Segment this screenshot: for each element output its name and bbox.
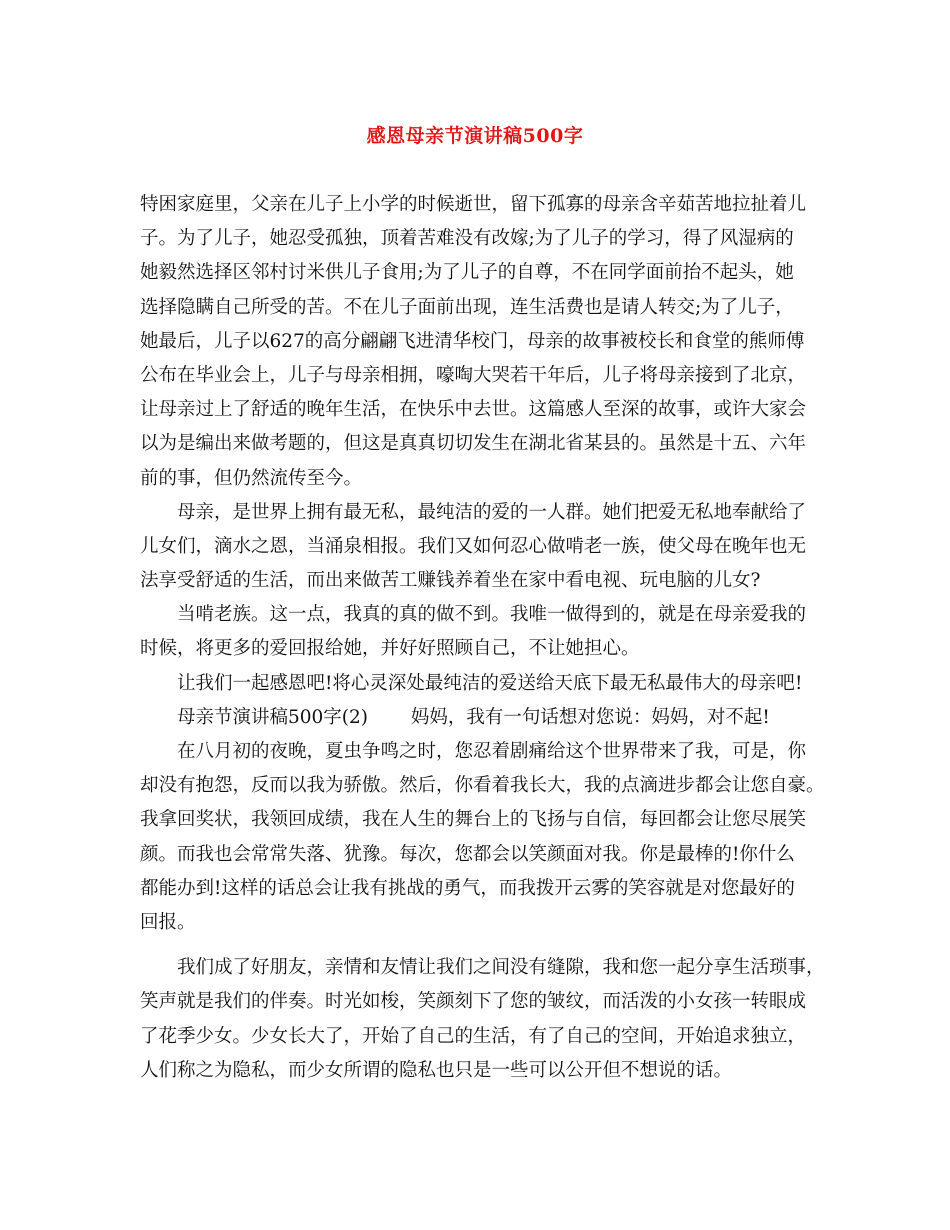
text-line: 时候，将更多的爱回报给她，并好好照顾自己，不让她担心。: [140, 638, 640, 660]
text-line: 在八月初的夜晚，夏虫争鸣之时，您忍着剧痛给这个世界带来了我，可是，你: [140, 741, 807, 762]
text-line: 笑声就是我们的伴奏。时光如梭，笑颜刻下了您的皱纹，而活泼的小女孩一转眼成: [140, 991, 807, 1013]
text-line: 却没有抱怨，反而以我为骄傲。然后，你看着我长大，我的点滴进步都会让您自豪。: [140, 775, 825, 797]
text-line: 前的事，但仍然流传至今。: [140, 467, 363, 489]
paragraph-gap: [140, 940, 820, 951]
text-line: 我们成了好朋友，亲情和友情让我们之间没有缝隙，我和您一起分享生活琐事，: [140, 957, 825, 979]
text-line: 选择隐瞒自己所受的苦。不在儿子面前出现，连生活费也是请人转交;为了儿子，: [140, 296, 794, 318]
text-line: 她毅然选择区邻村讨米供儿子食用;为了儿子的自尊，不在同学面前抬不起头，她: [140, 262, 794, 284]
text-line: 母亲节演讲稿500字(2) 妈妈，我有一句话想对您说：妈妈，对不起!: [140, 706, 770, 728]
text-line: 她最后，儿子以627的高分翩翩飞进清华校门，母亲的故事被校长和食堂的熊师傅: [140, 330, 805, 352]
text-line: 了花季少女。少女长大了，开始了自己的生活，有了自己的空间，开始追求独立，: [140, 1025, 807, 1047]
document-body: [140, 188, 825, 1088]
text-line: 人们称之为隐私，而少女所谓的隐私也只是一些可以公开但不想说的话。: [140, 1059, 733, 1081]
text-line: 我拿回奖状，我领回成绩，我在人生的舞台上的飞扬与自信，每回都会让您尽展笑: [140, 809, 807, 831]
text-line: 当啃老族。这一点，我真的真的做不到。我唯一做得到的，就是在母亲爱我的: [140, 604, 807, 626]
document-title: 感恩母亲节演讲稿500字: [366, 125, 584, 147]
text-line: 母亲，是世界上拥有最无私，最纯洁的爱的一人群。她们把爱无私地奉献给了: [140, 501, 807, 523]
text-line: 颜。而我也会常常失落、犹豫。每次，您都会以笑颜面对我。你是最棒的!你什么: [140, 843, 795, 865]
text-line: 公布在毕业会上，儿子与母亲相拥，嚎啕大哭若干年后，儿子将母亲接到了北京，: [140, 364, 807, 386]
text-line: 子。为了儿子，她忍受孤独，顶着苦难没有改嫁;为了儿子的学习，得了风湿病的: [140, 228, 794, 250]
text-line: 让我们一起感恩吧!将心灵深处最纯洁的爱送给天底下最无私最伟大的母亲吧!: [140, 672, 803, 694]
text-line: 儿女们，滴水之恩，当涌泉相报。我们又如何忍心做啃老一族，使父母在晚年也无: [140, 535, 807, 557]
text-line: 特困家庭里，父亲在儿子上小学的时候逝世，留下孤寡的母亲含辛茹苦地拉扯着儿: [140, 194, 807, 215]
text-line: 让母亲过上了舒适的晚年生活，在快乐中去世。这篇感人至深的故事，或许大家会: [140, 399, 807, 421]
text-line: 回报。: [140, 911, 196, 933]
text-line: 以为是编出来做考题的，但这是真真切切发生在湖北省某县的。虽然是十五、六年: [140, 433, 807, 455]
text-line: 法享受舒适的生活，而出来做苦工赚钱养着坐在家中看电视、玩电脑的儿女?: [140, 570, 761, 592]
text-line: 都能办到!这样的话总会让我有挑战的勇气，而我拨开云雾的笑容就是对您最好的: [140, 877, 795, 899]
